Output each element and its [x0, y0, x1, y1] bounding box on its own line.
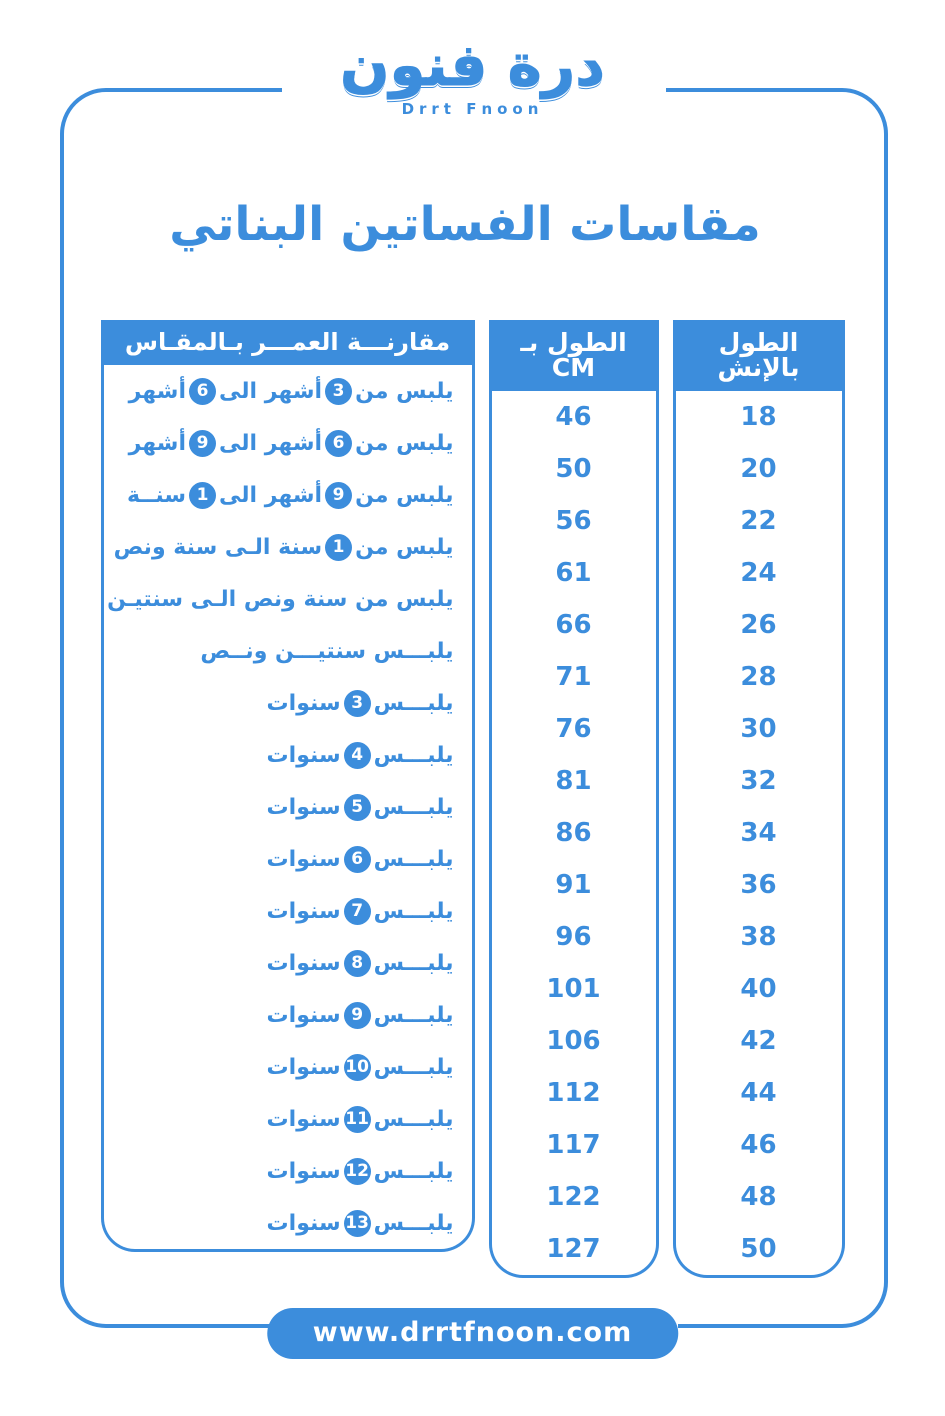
- table-row-cm: 71: [555, 662, 592, 692]
- age-badge: 10: [344, 1054, 371, 1081]
- page-title: مقاسات الفساتين البناتي: [169, 197, 761, 252]
- table-row-age: [104, 417, 472, 469]
- column-header-cm: الطول بـ CM: [492, 320, 656, 391]
- age-text: سنوات: [266, 950, 341, 976]
- table-row-inch: 46: [740, 1130, 777, 1160]
- table-row-cm: 127: [546, 1234, 601, 1264]
- age-badge: 9: [344, 1002, 371, 1029]
- age-badge: 9: [189, 430, 216, 457]
- age-text: يلبس من: [355, 378, 454, 404]
- table-row-cm: 91: [555, 870, 592, 900]
- table-row-inch: 34: [740, 818, 777, 848]
- table-row-inch: 22: [740, 506, 777, 536]
- age-badge: 7: [344, 898, 371, 925]
- table-row-age: [104, 1093, 472, 1145]
- logo-latin-wordmark: Drrt Fnoon: [401, 100, 544, 118]
- age-badge: 3: [344, 690, 371, 717]
- column-age: [101, 320, 475, 1252]
- table-row-cm: 76: [555, 714, 592, 744]
- table-row-cm: 101: [546, 974, 601, 1004]
- logo-arabic-wordmark: درة فنون: [339, 31, 606, 99]
- age-text: يلبـــس: [373, 1158, 454, 1184]
- table-row-cm: 81: [555, 766, 592, 796]
- table-row-inch: 18: [740, 402, 777, 432]
- table-row-age: [104, 573, 472, 625]
- table-row-inch: 30: [740, 714, 777, 744]
- table-row-cm: 96: [555, 922, 592, 952]
- age-text: سنوات: [266, 1106, 341, 1132]
- column-body-cm: [492, 391, 656, 1275]
- age-text: يلبـــس: [373, 846, 454, 872]
- age-text: يلبـــس سنتيـــن ونــص: [200, 638, 454, 664]
- table-row-age: [104, 365, 472, 417]
- age-text: يلبس من: [355, 534, 454, 560]
- table-row-cm: 106: [546, 1026, 601, 1056]
- table-row-age: [104, 833, 472, 885]
- table-row-inch: 50: [740, 1234, 777, 1264]
- age-badge: 4: [344, 742, 371, 769]
- age-badge: 11: [344, 1106, 371, 1133]
- column-body-inch: [676, 391, 842, 1275]
- column-body-age: [104, 365, 472, 1249]
- age-text: سنــة: [126, 482, 186, 508]
- age-text: سنة الـى سنة ونص: [113, 534, 323, 560]
- table-row-age: [104, 1197, 472, 1249]
- table-row-inch: 24: [740, 558, 777, 588]
- table-row-inch: 48: [740, 1182, 777, 1212]
- age-badge: 13: [344, 1210, 371, 1237]
- table-row-inch: 32: [740, 766, 777, 796]
- age-text: يلبس من سنة ونص الـى سنتيـن: [107, 586, 454, 612]
- table-row-age: [104, 729, 472, 781]
- table-row-cm: 117: [546, 1130, 601, 1160]
- column-header-inch: الطول بالإنش: [676, 320, 842, 391]
- table-row-cm: 86: [555, 818, 592, 848]
- age-badge: 6: [189, 378, 216, 405]
- age-badge: 3: [325, 378, 352, 405]
- age-text: أشهر الى: [218, 378, 323, 404]
- table-row-cm: 66: [555, 610, 592, 640]
- age-badge: 8: [344, 950, 371, 977]
- table-row-age: [104, 989, 472, 1041]
- age-text: أشهر الى: [218, 430, 323, 456]
- table-row-inch: 40: [740, 974, 777, 1004]
- age-text: سنوات: [266, 1054, 341, 1080]
- table-row-age: [104, 1041, 472, 1093]
- table-row-inch: 26: [740, 610, 777, 640]
- age-text: سنوات: [266, 690, 341, 716]
- table-row-cm: 61: [555, 558, 592, 588]
- age-text: سنوات: [266, 1158, 341, 1184]
- age-text: يلبـــس: [373, 898, 454, 924]
- table-row-cm: 122: [546, 1182, 601, 1212]
- age-text: يلبس من: [355, 430, 454, 456]
- age-text: سنوات: [266, 898, 341, 924]
- age-text: أشهر: [128, 430, 186, 456]
- age-text: يلبس من: [355, 482, 454, 508]
- table-row-age: [104, 469, 472, 521]
- table-row-inch: 36: [740, 870, 777, 900]
- table-row-inch: 20: [740, 454, 777, 484]
- table-row-age: [104, 781, 472, 833]
- age-text: سنوات: [266, 742, 341, 768]
- age-text: أشهر: [128, 378, 186, 404]
- table-row-cm: 50: [555, 454, 592, 484]
- age-text: يلبـــس: [373, 1106, 454, 1132]
- table-row-age: [104, 521, 472, 573]
- age-text: يلبـــس: [373, 950, 454, 976]
- age-text: سنوات: [266, 846, 341, 872]
- table-row-inch: 42: [740, 1026, 777, 1056]
- age-text: سنوات: [266, 1002, 341, 1028]
- table-row-age: [104, 885, 472, 937]
- table-row-age: [104, 677, 472, 729]
- brand-logo: [263, 31, 683, 118]
- table-row-cm: 46: [555, 402, 592, 432]
- column-length-cm: [489, 320, 659, 1278]
- age-text: يلبـــس: [373, 1054, 454, 1080]
- column-length-inch: [673, 320, 845, 1278]
- size-table: [0, 320, 945, 1264]
- age-text: يلبـــس: [373, 1002, 454, 1028]
- table-row-age: [104, 1145, 472, 1197]
- table-row-inch: 44: [740, 1078, 777, 1108]
- table-row-age: [104, 625, 472, 677]
- age-badge: 6: [344, 846, 371, 873]
- age-badge: 1: [189, 482, 216, 509]
- age-badge: 12: [344, 1158, 371, 1185]
- age-badge: 5: [344, 794, 371, 821]
- table-row-cm: 112: [546, 1078, 601, 1108]
- age-text: سنوات: [266, 1210, 341, 1236]
- age-text: يلبـــس: [373, 1210, 454, 1236]
- column-header-age: مقارنـــة العمـــر بـالمقـاس: [104, 320, 472, 365]
- table-row-age: [104, 937, 472, 989]
- age-text: يلبـــس: [373, 742, 454, 768]
- age-text: أشهر الى: [218, 482, 323, 508]
- age-badge: 9: [325, 482, 352, 509]
- website-link[interactable]: www.drrtfnoon.com: [267, 1308, 678, 1359]
- age-text: يلبـــس: [373, 794, 454, 820]
- table-row-inch: 38: [740, 922, 777, 952]
- age-badge: 1: [325, 534, 352, 561]
- age-badge: 6: [325, 430, 352, 457]
- table-row-inch: 28: [740, 662, 777, 692]
- age-text: يلبـــس: [373, 690, 454, 716]
- table-row-cm: 56: [555, 506, 592, 536]
- age-text: سنوات: [266, 794, 341, 820]
